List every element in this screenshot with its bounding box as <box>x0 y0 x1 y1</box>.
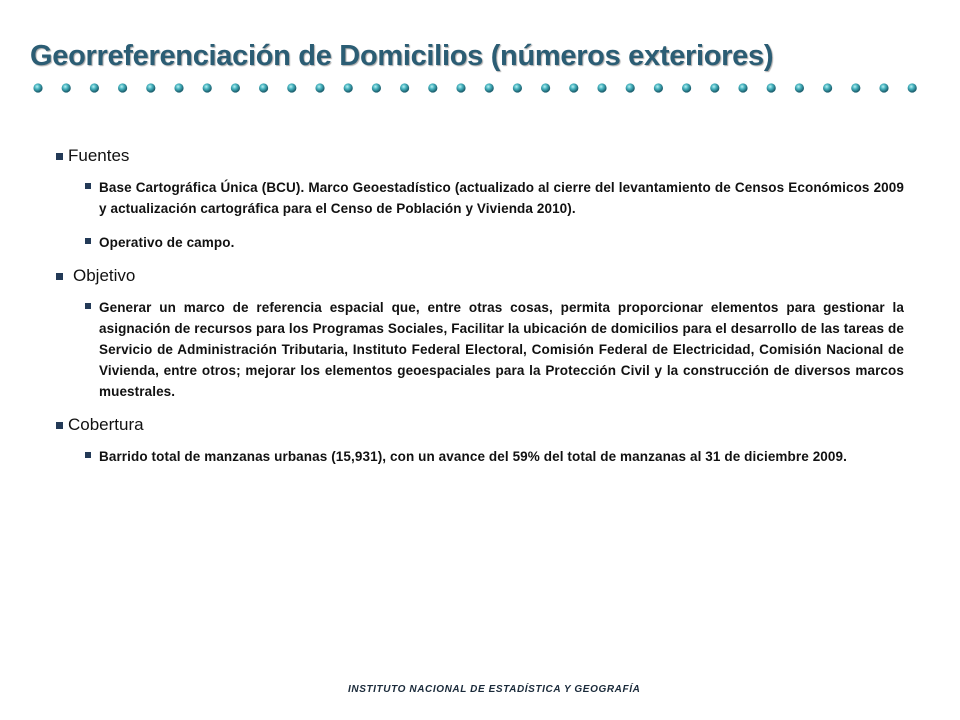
footer-institution: INSTITUTO NACIONAL DE ESTADÍSTICA Y GEOGRAFÍA <box>348 684 641 695</box>
square-bullet-icon <box>85 238 91 244</box>
divider-dot <box>879 83 888 92</box>
slide-content <box>56 146 904 480</box>
divider-dot <box>767 83 776 92</box>
square-bullet-icon <box>56 273 63 280</box>
section-heading <box>56 266 904 286</box>
divider-dot <box>738 83 747 92</box>
divider-dot <box>485 83 494 92</box>
divider-dot <box>428 83 437 92</box>
divider-dot <box>541 83 550 92</box>
divider-dot <box>597 83 606 92</box>
list-item <box>85 177 904 219</box>
divider-dot <box>513 83 522 92</box>
list-item-text: Base Cartográfica Única (BCU). Marco Geoestadístico (actualizado al cierre del levantamiento de Censos Económicos 2009 y actualización cartográfica para el Censo de Población y Vivienda 2010). <box>99 180 904 216</box>
divider-dot <box>174 83 183 92</box>
section-fuentes <box>56 146 904 253</box>
square-bullet-icon <box>85 183 91 189</box>
divider-dot <box>400 83 409 92</box>
list-item-text: Barrido total de manzanas urbanas (15,931), con un avance del 59% del total de manzanas al 31 de diciembre 2009. <box>99 449 847 464</box>
section-heading <box>56 146 904 166</box>
divider-dot <box>344 83 353 92</box>
divider-dot <box>146 83 155 92</box>
list-item <box>85 446 904 467</box>
divider-dot <box>823 83 832 92</box>
divider-dot <box>315 83 324 92</box>
list-item-text: Generar un marco de referencia espacial que, entre otras cosas, permita proporcionar elementos para gestionar la asignación de recursos para los Programas Sociales, Facilitar la ubicación de domicilios para el desarrollo de las tareas de Servicio de Administración Tributaria, Instituto Federal Electoral, Comisión Federal de Electricidad, Comisión Nacional de Vivienda, entre otros; mejorar los elementos geoespaciales para la Protección Civil y la construcción de diversos marcos muestrales. <box>99 300 904 399</box>
list-item <box>85 232 904 253</box>
section-objetivo <box>56 266 904 402</box>
square-bullet-icon <box>85 452 91 458</box>
section-heading <box>56 415 904 435</box>
square-bullet-icon <box>85 303 91 309</box>
divider-dot <box>118 83 127 92</box>
divider-dot <box>626 83 635 92</box>
section-heading-label: Fuentes <box>68 146 130 165</box>
list-item <box>85 297 904 402</box>
divider-dot <box>908 83 917 92</box>
divider-dot <box>654 83 663 92</box>
divider-dot <box>372 83 381 92</box>
divider-dot <box>33 83 42 92</box>
divider-dot <box>90 83 99 92</box>
dotted-divider <box>24 79 934 97</box>
divider-dot <box>456 83 465 92</box>
square-bullet-icon <box>56 153 63 160</box>
divider-dot <box>569 83 578 92</box>
section-cobertura <box>56 415 904 467</box>
section-heading-label: Objetivo <box>73 266 136 285</box>
divider-dot <box>62 83 71 92</box>
divider-dot <box>710 83 719 92</box>
slide-title: Georreferenciación de Domicilios (números exteriores) <box>30 40 774 72</box>
square-bullet-icon <box>56 422 63 429</box>
section-heading-label: Cobertura <box>68 415 144 434</box>
divider-dot <box>851 83 860 92</box>
divider-dot <box>287 83 296 92</box>
divider-dot <box>231 83 240 92</box>
divider-dot <box>795 83 804 92</box>
divider-dot <box>259 83 268 92</box>
divider-dot <box>203 83 212 92</box>
list-item-text: Operativo de campo. <box>99 235 235 250</box>
divider-dot <box>682 83 691 92</box>
